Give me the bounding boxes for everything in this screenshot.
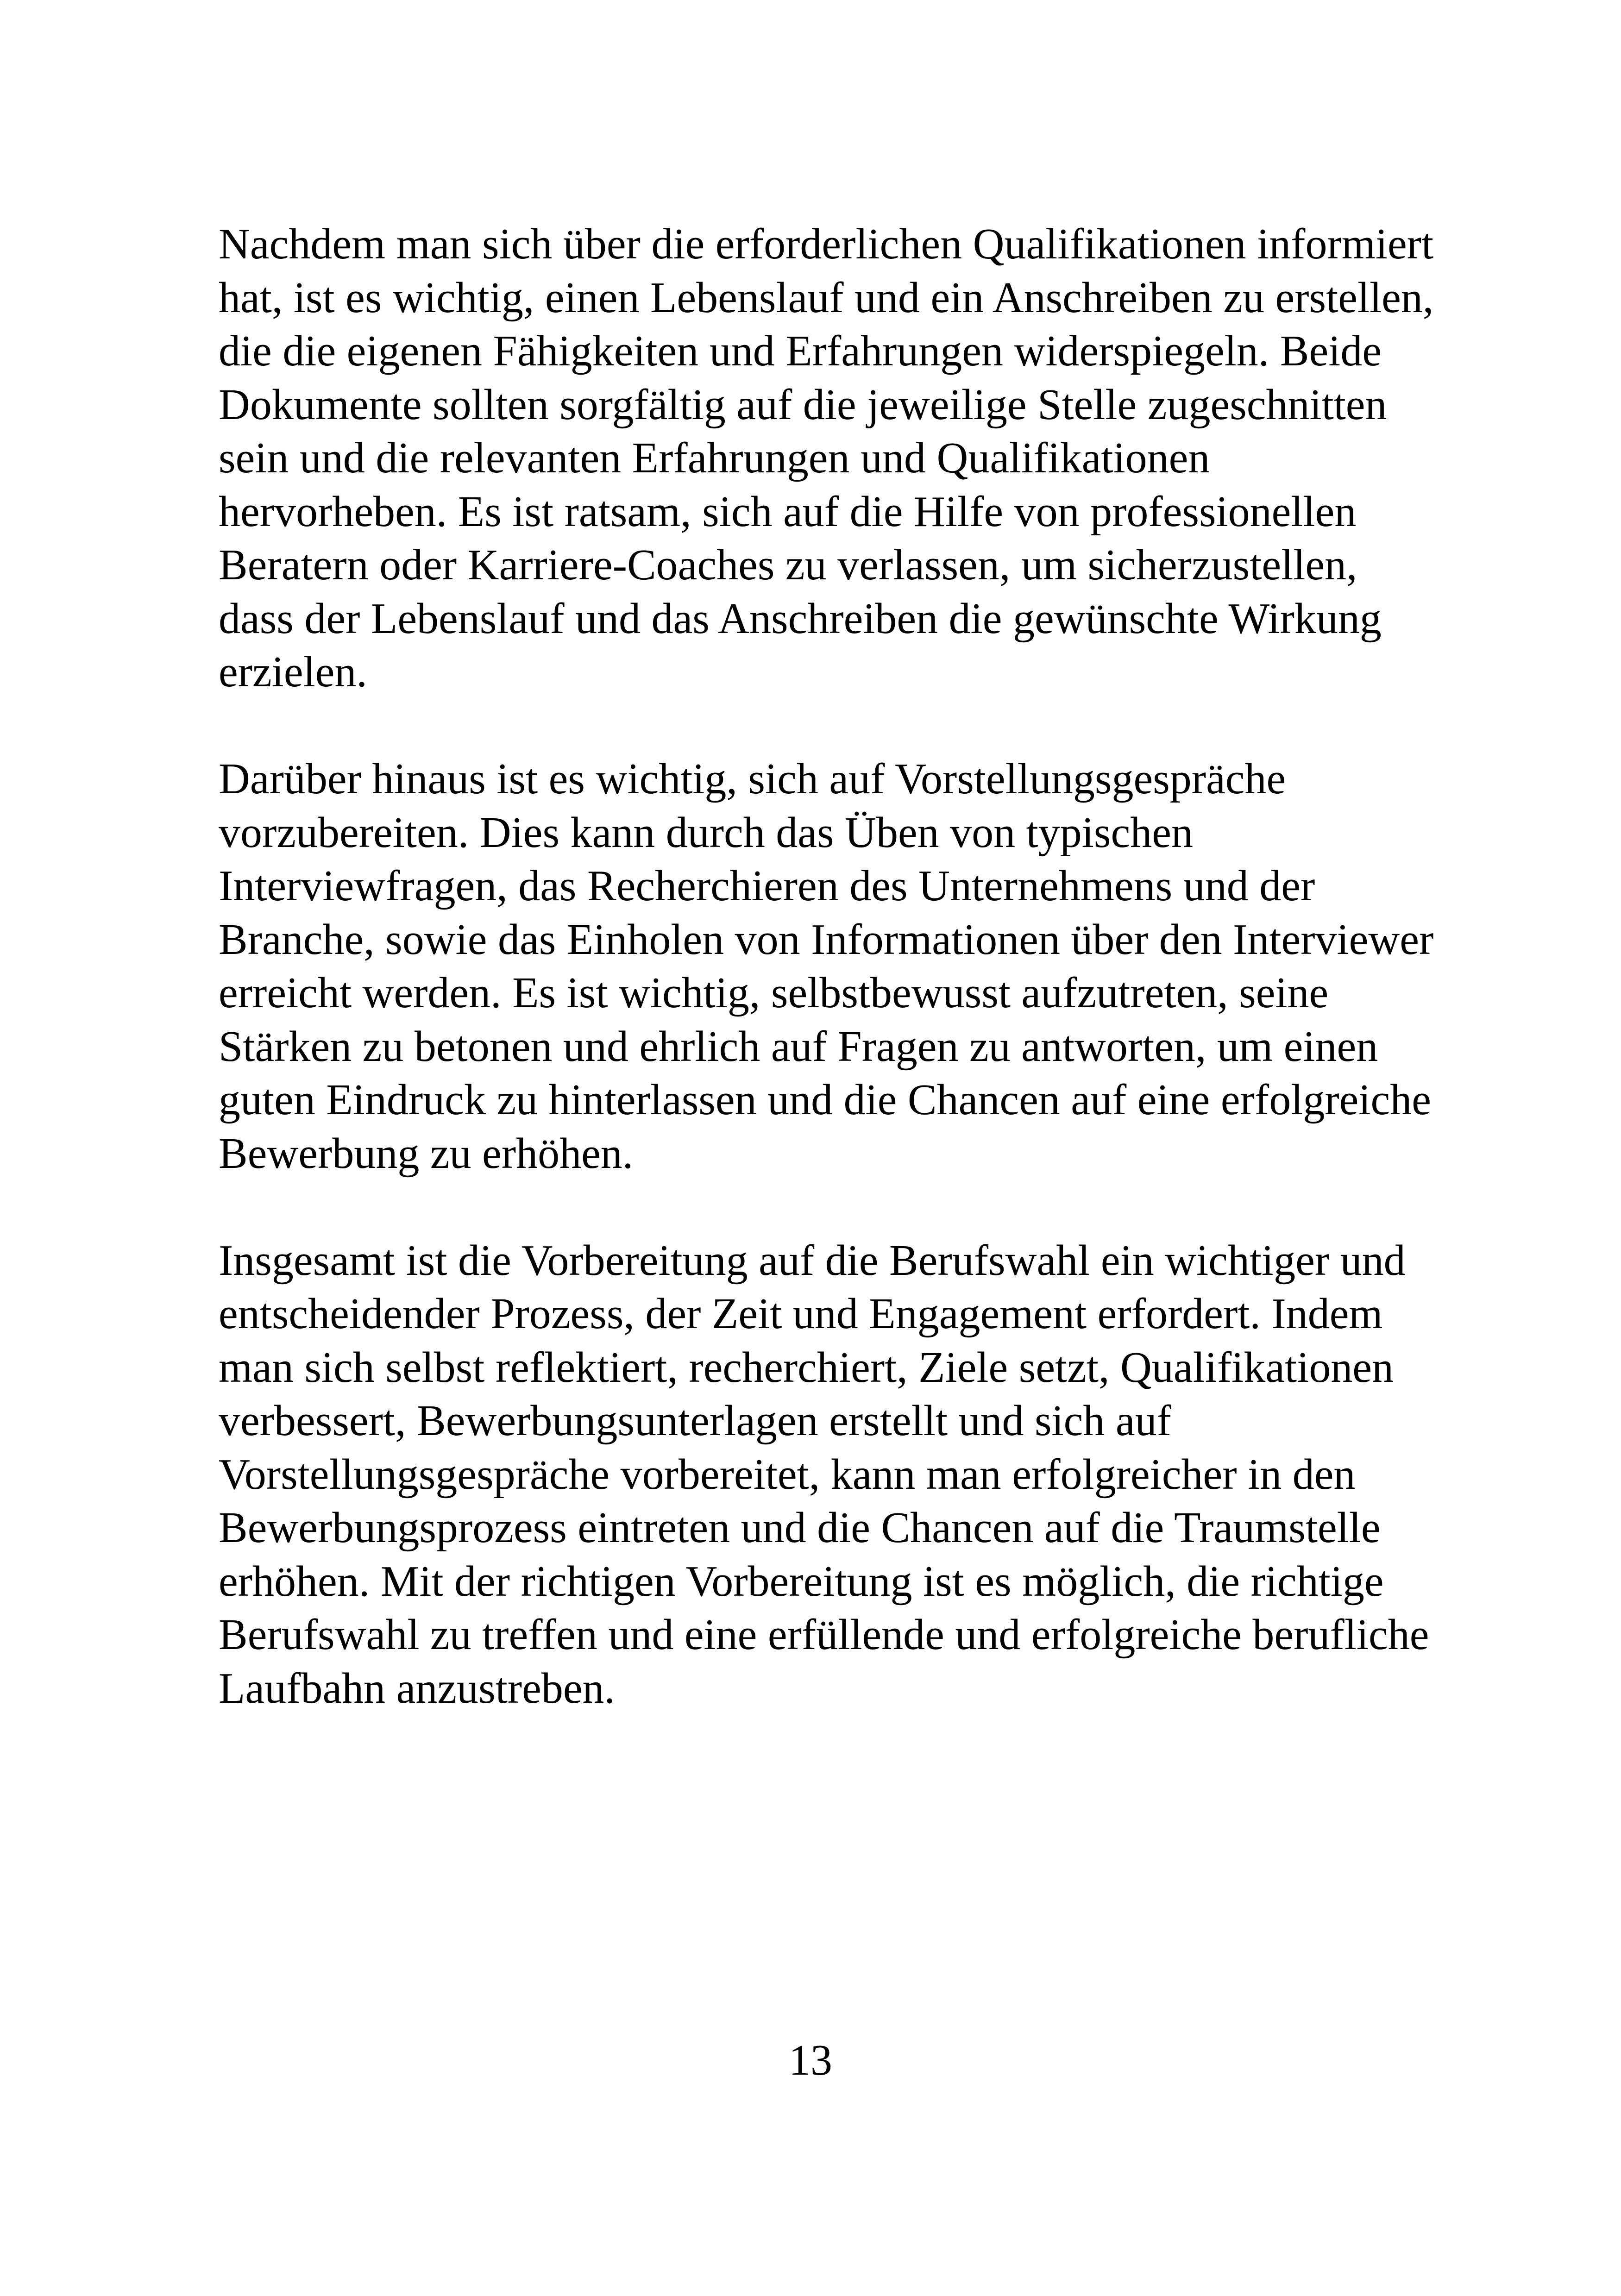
body-text: [219, 218, 1441, 1769]
paragraph-interview-preparation: Darüber hinaus ist es wichtig, sich auf Vorstellungsgespräche vorzubereiten. Dies kann durch das Üben von typischen Interviewfragen, das Recherchieren des Unternehmens und der Branche, sowie das Einholen von Informationen über den Interviewer erreicht werden. Es ist wichtig, selbstbewusst aufzutreten, seine Stärken zu betonen und ehrlich auf Fragen zu antworten, um einen guten Eindruck zu hinterlassen und die Chancen auf eine erfolgreiche Bewerbung zu erhöhen.: [219, 755, 1434, 1178]
page-number: 13: [789, 2036, 832, 2084]
paragraph-conclusion: Insgesamt ist die Vorbereitung auf die Berufswahl ein wichtiger und entscheidender Prozess, der Zeit und Engagement erfordert. Indem man sich selbst reflektiert, recherchiert, Ziele setzt, Qualifikationen verbessert, Bewerbungsunterlagen erstellt und sich auf Vorstellungsgespräche vorbereitet, kann man erfolgreicher in den Bewerbungsprozess eintreten und die Chancen auf die Traumstelle erhöhen. Mit der richtigen Vorbereitung ist es möglich, die richtige Berufswahl zu treffen und eine erfüllende und erfolgreiche berufliche Laufbahn anzustreben.: [219, 1236, 1429, 1713]
paragraph-cv-and-cover-letter: Nachdem man sich über die erforderlichen Qualifikationen informiert hat, ist es wichtig, einen Lebenslauf und ein Anschreiben zu erstellen, die die eigenen Fähigkeiten und Erfahrungen widerspiegeln. Beide Dokumente sollten sorgfältig auf die jeweilige Stelle zugeschnitten sein und die relevanten Erfahrungen und Qualifikationen hervorheben. Es ist ratsam, sich auf die Hilfe von professionellen Beratern oder Karriere-Coaches zu verlassen, um sicherzustellen, dass der Lebenslauf und das Anschreiben die gewünschte Wirkung erzielen.: [219, 220, 1434, 696]
